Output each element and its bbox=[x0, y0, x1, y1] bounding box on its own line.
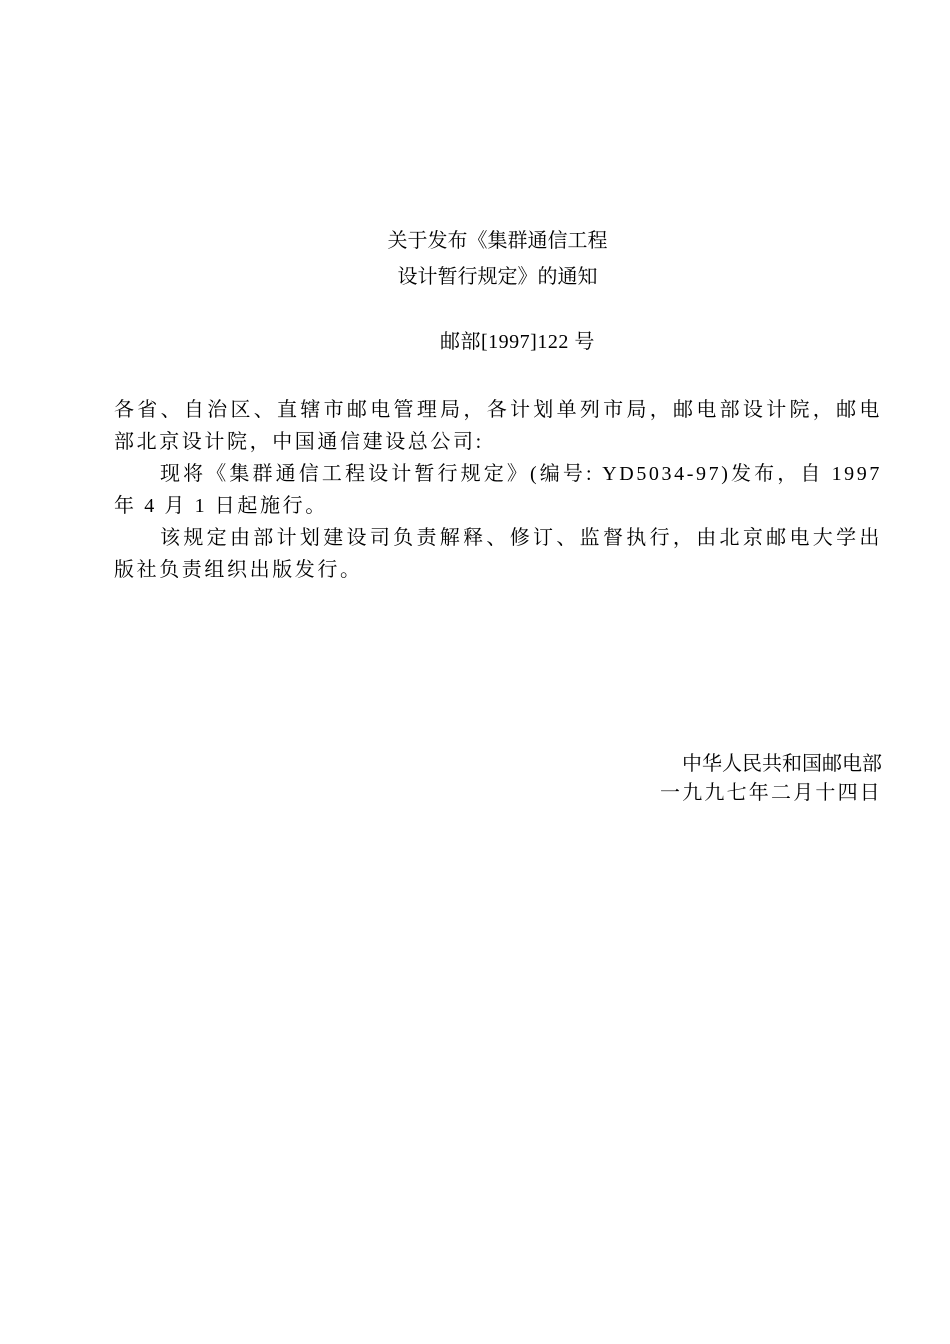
body-paragraph-2: 该规定由部计划建设司负责解释、修订、监督执行，由北京邮电大学出版社负责组织出版发行。 bbox=[114, 527, 882, 581]
title-line-2: 设计暂行规定》的通知 bbox=[397, 264, 598, 288]
issuer-name: 中华人民共和国邮电部 bbox=[682, 751, 882, 775]
document-title bbox=[0, 222, 950, 294]
issue-date: 一九九七年二月十四日 bbox=[660, 782, 882, 804]
addressees-paragraph: 各省、自治区、直辖市邮电管理局，各计划单列市局，邮电部设计院，邮电部北京设计院，中国通信建设总公司: bbox=[114, 399, 882, 453]
body-paragraph-1: 现将《集群通信工程设计暂行规定》(编号: YD5034-97)发布，自 1997 年 4 月 1 日起施行。 bbox=[114, 463, 882, 517]
signature-block bbox=[660, 748, 882, 808]
document-body bbox=[114, 394, 882, 586]
document-number: 邮部[1997]122 号 bbox=[440, 331, 595, 353]
title-line-1: 关于发布《集群通信工程 bbox=[387, 228, 608, 252]
